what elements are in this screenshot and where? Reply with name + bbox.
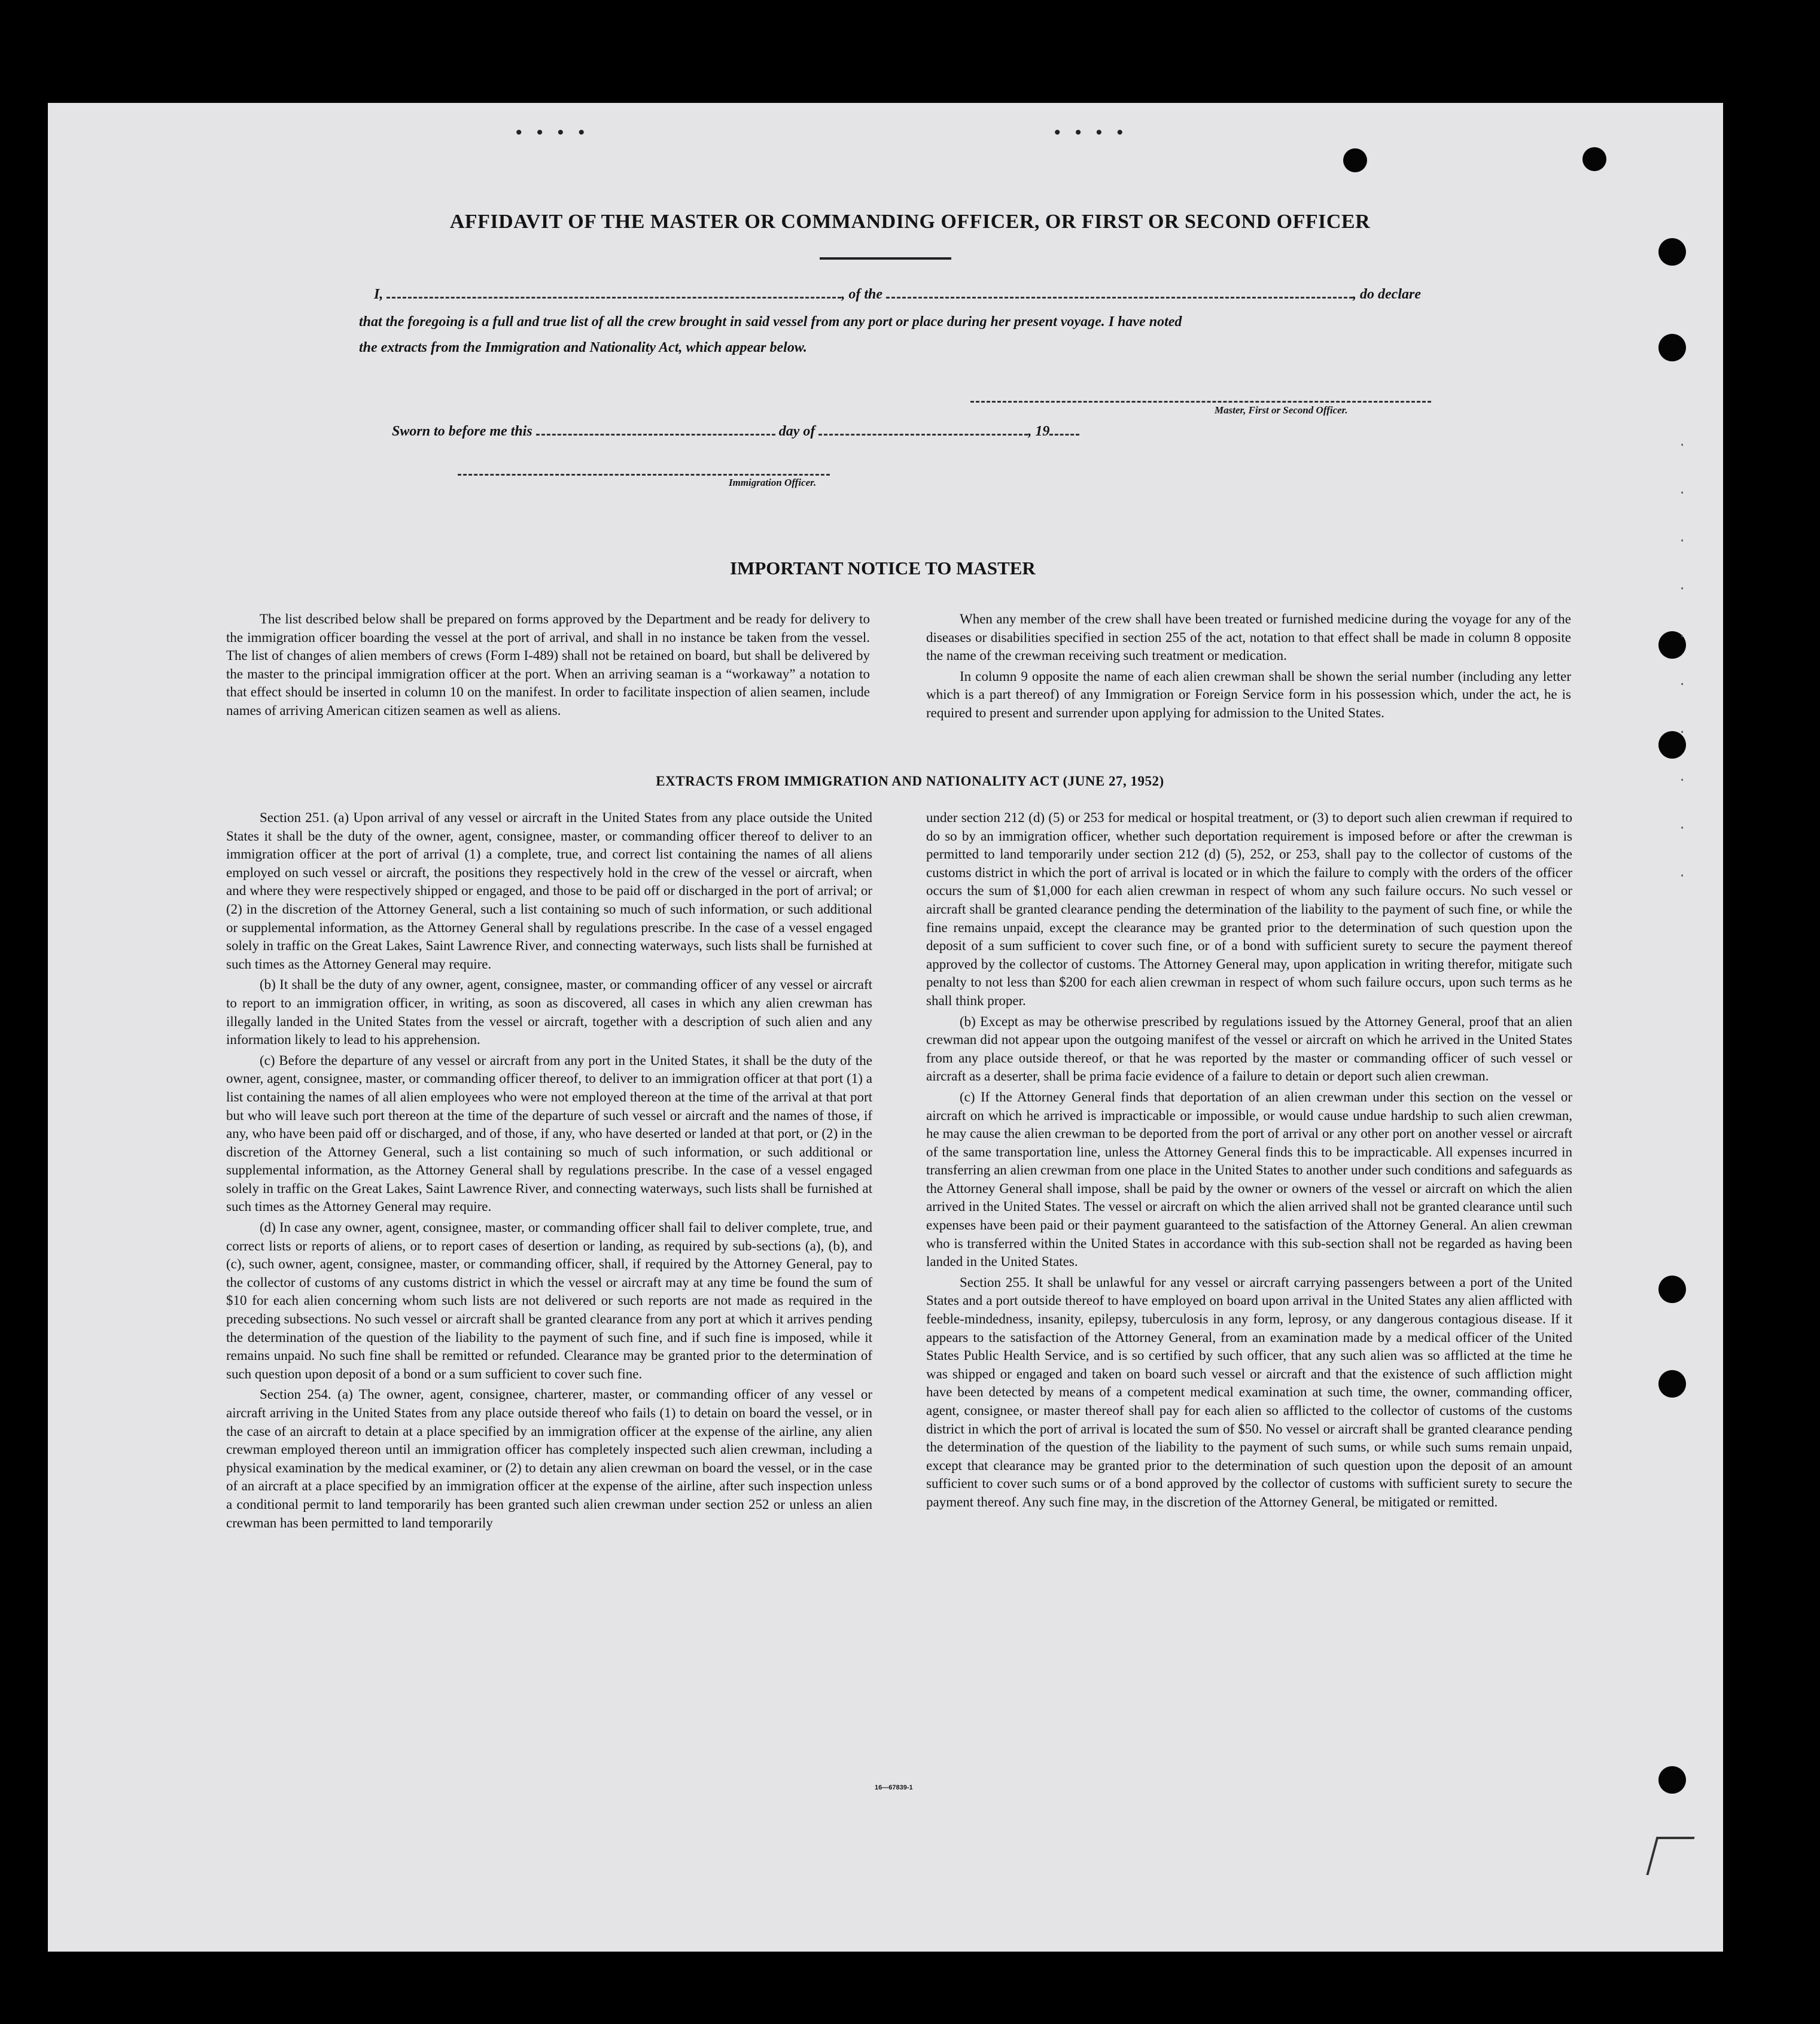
sworn-line	[392, 424, 1079, 440]
notice-left-column	[226, 610, 870, 723]
declaration-line-2: that the foregoing is a full and true list of all the crew brought in said vessel from any port or place during her present voyage. I have noted	[359, 314, 1182, 330]
punch-hole-6	[1658, 1370, 1686, 1398]
section-254a: Section 254. (a) The owner, agent, consignee, charterer, master, or commanding officer of any vessel or aircraft arriving in the United States from any place outside thereof who fails (1) to detain on board the vessel, or in the case of an aircraft to detain at a place specified by an immigration officer at the expense of the airline, any alien crewman employed thereon until an immigration officer has completely inspected such alien crewman, including a physical examination by the medical examiner, or (2) to detain any alien crewman on board the vessel, or in the case of an aircraft at a place specified by an immigration officer at the expense of the airline, after such inspection unless a conditional permit to land temporarily has been granted such alien crewman under section 252 or unless an alien crewman has been permitted to land temporarily	[226, 1387, 872, 1530]
notice-right-column	[926, 610, 1571, 725]
top-dot-marks-left: • • • •	[516, 123, 590, 142]
punch-hole-top-2	[1582, 147, 1606, 171]
sworn-year-field[interactable]	[1049, 434, 1079, 436]
immigration-officer-label: Immigration Officer.	[729, 477, 817, 488]
section-251b: (b) It shall be the duty of any owner, agent, consignee, master, or commanding officer of any vessel or aircraft to report to an immigration officer, in writing, as soon as discovered, all cases in which any alien crewman has illegally landed in the United States from the vessel or aircraft, together with a description of such alien and any information likely to lead to his apprehension.	[226, 977, 872, 1048]
important-notice-title: IMPORTANT NOTICE TO MASTER	[730, 558, 1036, 579]
master-signature-label: Master, First or Second Officer.	[1215, 404, 1348, 416]
section-254b: (b) Except as may be otherwise prescribed by regulations issued by the Attorney General, proof that an alien crewman did not appear upon the outgoing manifest of the vessel or aircraft on which he arrived in the United States from any place outside thereof, or that he was reported by the master or commanding officer of such vessel or aircraft as a deserter, shall be prima facie evidence of a failure to detain or deport such alien crewman.	[926, 1013, 1572, 1084]
sworn-day-field[interactable]	[536, 434, 775, 436]
extracts-title: EXTRACTS FROM IMMIGRATION AND NATIONALITY ACT (JUNE 27, 1952)	[656, 774, 1164, 789]
title-underline	[820, 257, 951, 260]
immigration-officer-signature-line[interactable]	[458, 474, 830, 476]
punch-hole-5	[1658, 1276, 1686, 1303]
sworn-month-field[interactable]	[818, 434, 1028, 436]
section-251c: (c) Before the departure of any vessel or aircraft from any port in the United States, it shall be the duty of the owner, agent, consignee, master, or commanding officer thereof, to deliver to an immigration officer at that port (1) a list containing the names of all alien employees who were not employed thereon at the time of the arrival at that port but who will leave such port thereon at the time of the departure of such vessel or aircraft and the names of those, if any, who have been paid off or discharged, and of those, if any, who have deserted or landed at that port, or (2) in the discretion of the Attorney General, such a list containing so much of such information, or such additional or supplemental information, as the Attorney General shall by regulations prescribe. In the case of a vessel engaged solely in traffic on the Great Lakes, Saint Lawrence River, and connecting waterways, such lists shall be furnished at such times as the Attorney General may require.	[226, 1052, 872, 1215]
section-251d: (d) In case any owner, agent, consignee, master, or commanding officer shall fail to deliver complete, true, and correct lists or reports of aliens, or to report cases of desertion or landing, as required by sub-sections (a), (b), and (c), such owner, agent, consignee, master, or commanding officer, shall, if required by the Attorney General, pay to the collector of customs of any customs district in which the vessel or aircraft may at any time be found the sum of $10 for each alien concerning whom such lists are not delivered or such reports are not made as required in the preceding subsections. No such vessel or aircraft shall be granted clearance from any port at which it arrives pending the determination of the question of the liability to the payment of such fine, and if such fine is imposed, while it remains unpaid. No such fine shall be remitted or refunded. Clearance may be granted prior to the determination of such question upon deposit of a bond or a sum sufficient to cover such fine.	[226, 1220, 872, 1381]
affidavit-title: AFFIDAVIT OF THE MASTER OR COMMANDING OFFICER, OR FIRST OR SECOND OFFICER	[449, 211, 1371, 233]
of-the-label: , of the	[841, 287, 883, 302]
notice-right-paragraph-2: In column 9 opposite the name of each alien crewman shall be shown the serial number (including any letter which is a part thereof) of any Immigration or Foreign Service form in his possession which, under the act, he is required to present and surrender upon applying for admission to the United States.	[926, 668, 1571, 720]
master-signature-line[interactable]	[970, 401, 1431, 403]
i-label: I,	[374, 287, 384, 302]
section-254a-continued: under section 212 (d) (5) or 253 for medical or hospital treatment, or (3) to deport such alien crewman if required to do so by an immigration officer, whether such deportation requirement is imposed before or after the crewman is permitted to land temporarily under section 212 (d) (5), 252, or 253, shall pay to the collector of customs of the customs district in which the port of arrival is located or in which the failure to comply with the orders of the officer occurs the sum of $1,000 for each alien crewman in respect of whom any such failure occurs. No such vessel or aircraft shall be granted clearance pending the determination of the liability to the payment of such fine, or while the fine remains unpaid, except the clearance may be granted prior to the determination of such question upon the deposit of a sum sufficient to cover such fine, or of a bond with sufficient surety to secure the payment thereof approved by the collector of customs. The Attorney General may, upon application in writing therefor, mitigate such penalty to not less than $200 for each alien crewman in respect of whom such failure occurs, upon such terms as he shall think proper.	[926, 810, 1572, 1008]
punch-hole-top-1	[1343, 148, 1367, 172]
section-255: Section 255. It shall be unlawful for any vessel or aircraft carrying passengers between a port of the United States and a port outside thereof to have employed on board upon arrival in the United States any alien afflicted with feeble-mindedness, insanity, epilepsy, tuberculosis in any form, leprosy, or any dangerous contagious disease. If it appears to the satisfaction of the Attorney General, from an examination made by a medical officer of the United States Public Health Service, and is so certified by such officer, that any such alien was so afflicted at the time he was shipped or engaged and taken on board such vessel or aircraft and that the existence of such affliction might have been detected by means of a competent medical examination at such time, the owner, commanding officer, agent, consignee, or master thereof shall pay for each alien so afflicted to the collector of customs of the customs district in which the port of arrival is located the sum of $50. No vessel or aircraft shall be granted clearance pending the determination of the question of the liability to the payment of such sums, or while such sums remain unpaid, except that clearance may be granted prior to the determination of such question upon the deposit of an amount sufficient to cover such sums or of a bond approved by the collector of customs with sufficient surety to secure the payment thereof. Any such fine may, in the discretion of the Attorney General, be mitigated or remitted.	[926, 1274, 1572, 1509]
section-254c: (c) If the Attorney General finds that deportation of an alien crewman under this section on the vessel or aircraft on which he arrived is impracticable or impossible, or would cause undue hardship to such alien crewman, he may cause the alien crewman to be deported from the port of arrival or any other port on another vessel or aircraft of the same transportation line, unless the Attorney General finds this to be impracticable. All expenses incurred in transferring an alien crewman from one place in the United States to another under such conditions and safeguards as the Attorney General shall impose, shall be paid by the owner or owners of the vessel or aircraft on which the alien arrived in the United States. The vessel or aircraft on which the alien arrived shall not be granted clearance until such expenses have been paid or their payment guaranteed to the satisfaction of the Attorney General. An alien crewman who is transferred within the United States in accordance with this sub-section shall not be regarded as having been landed in the United States.	[926, 1089, 1572, 1270]
vessel-name-field[interactable]	[886, 297, 1353, 299]
declaration-line-1	[374, 287, 1421, 303]
form-number: 16—67839-1	[875, 1784, 913, 1791]
do-declare-label: , do declare	[1353, 287, 1421, 302]
declaration-line-3: the extracts from the Immigration and Nationality Act, which appear below.	[359, 340, 807, 355]
year-prefix-label: , 19	[1028, 424, 1050, 439]
margin-dots: . . . . . . . . . .	[1678, 435, 1687, 881]
day-of-label: day of	[778, 424, 815, 439]
extracts-right-column	[926, 809, 1572, 1514]
extracts-left-column	[226, 809, 872, 1535]
notice-left-paragraph: The list described below shall be prepared on forms approved by the Department and be ready for delivery to the immigration officer boarding the vessel at the port of arrival, and shall in no instance be taken from the vessel. The list of changes of alien members of crews (Form I-489) shall not be retained on board, but shall be delivered by the master to the principal immigration officer at the port. When an arriving seaman is a “workaway” a notation to that effect should be inserted in column 10 on the manifest. In order to facilitate inspection of alien seamen, include names of arriving American citizen seamen as well as aliens.	[226, 611, 870, 718]
punch-hole-2	[1658, 334, 1686, 361]
sworn-label: Sworn to before me this	[392, 424, 532, 439]
declarant-name-field[interactable]	[386, 297, 841, 299]
punch-hole-7	[1658, 1766, 1686, 1794]
notice-right-paragraph-1: When any member of the crew shall have been treated or furnished medicine during the voyage for any of the diseases or disabilities specified in section 255 of the act, notation to that effect shall be made in column 8 opposite the name of the crewman receiving such treatment or medication.	[926, 611, 1571, 663]
section-251a: Section 251. (a) Upon arrival of any vessel or aircraft in the United States from any place outside the United States it shall be the duty of the owner, agent, consignee, master, or commanding officer thereof to deliver to an immigration officer at the port of arrival (1) a complete, true, and correct list containing the names of all aliens employed on such vessel or aircraft, the positions they respectively hold in the crew of the vessel or aircraft, when and where they were respectively shipped or engaged, and those to be paid off or discharged in the port of arrival; or (2) in the discretion of the Attorney General, such a list containing so much of such information, or such additional or supplemental information, as the Attorney General shall by regulations prescribe. In the case of a vessel engaged solely in traffic on the Great Lakes, Saint Lawrence River, and connecting waterways, such lists shall be furnished at such times as the Attorney General may require.	[226, 810, 872, 972]
punch-hole-1	[1658, 238, 1686, 266]
top-dot-marks-right: • • • •	[1054, 123, 1128, 142]
